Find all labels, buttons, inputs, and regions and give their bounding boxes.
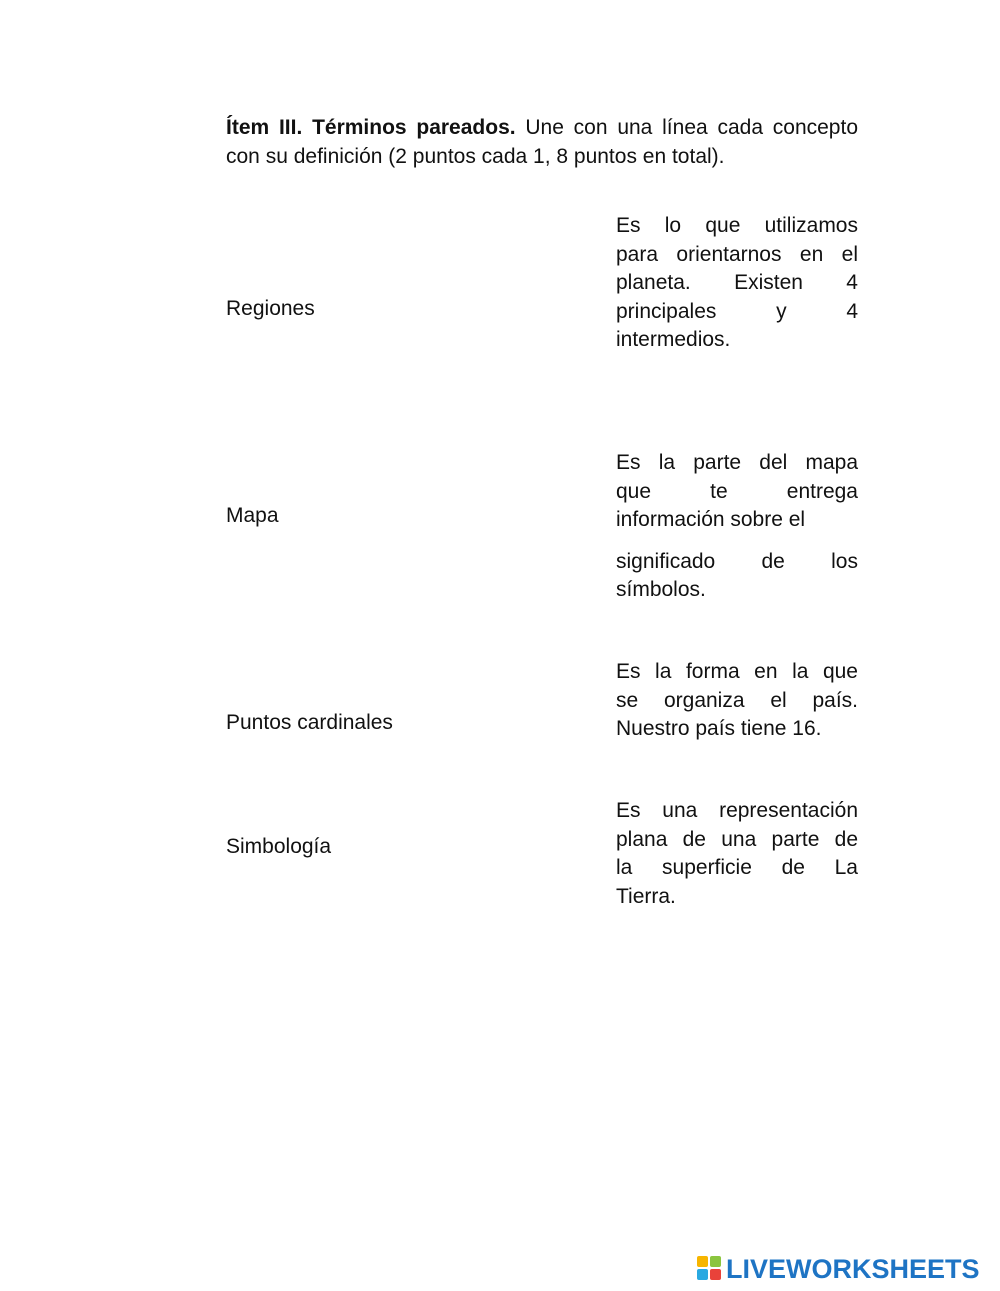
- definition-line: símbolos.: [616, 578, 706, 601]
- definition-mapa[interactable]: [616, 797, 858, 911]
- definition-line: Es lo que utilizamos: [616, 214, 858, 237]
- definition-line: información sobre el: [616, 508, 806, 531]
- term-mapa[interactable]: Mapa: [226, 504, 279, 527]
- term-simbologia[interactable]: Simbología: [226, 835, 332, 858]
- definition-line: significado de los: [616, 549, 858, 573]
- liveworksheets-logo: [697, 1254, 980, 1284]
- definition-line: se organiza el país.: [616, 688, 858, 712]
- term-puntos-cardinales[interactable]: Puntos cardinales: [226, 711, 393, 734]
- definition-regiones[interactable]: [616, 658, 858, 744]
- definition-line: que te entrega: [616, 479, 858, 503]
- definition-line: Es una representación: [616, 799, 858, 822]
- instructions-text: Une con una línea cada concepto con su definición (2 puntos cada 1, 8 puntos en total).: [226, 116, 859, 168]
- liveworksheets-brand: LIVEWORKSHEETS: [726, 1253, 980, 1284]
- definition-line: principales y 4: [616, 299, 858, 323]
- instructions-title: Ítem III. Términos pareados.: [226, 116, 516, 139]
- definition-line: planeta. Existen 4: [616, 271, 858, 294]
- definition-line: Es la parte del mapa: [616, 451, 858, 474]
- liveworksheets-mark-icon: [697, 1256, 723, 1282]
- term-regiones[interactable]: Regiones: [226, 297, 315, 320]
- definition-puntos-cardinales[interactable]: [616, 212, 858, 355]
- definition-line: plana de una parte de: [616, 827, 858, 851]
- definition-line: Es la forma en la que: [616, 660, 858, 683]
- definition-line: Tierra.: [616, 884, 676, 908]
- definition-line: la superficie de La: [616, 856, 858, 879]
- definition-line: Nuestro país tiene 16.: [616, 717, 822, 740]
- instructions-paragraph: [226, 114, 858, 171]
- definition-line: para orientarnos en el: [616, 242, 858, 266]
- definition-simbologia[interactable]: [616, 449, 858, 605]
- definition-line: intermedios.: [616, 328, 731, 351]
